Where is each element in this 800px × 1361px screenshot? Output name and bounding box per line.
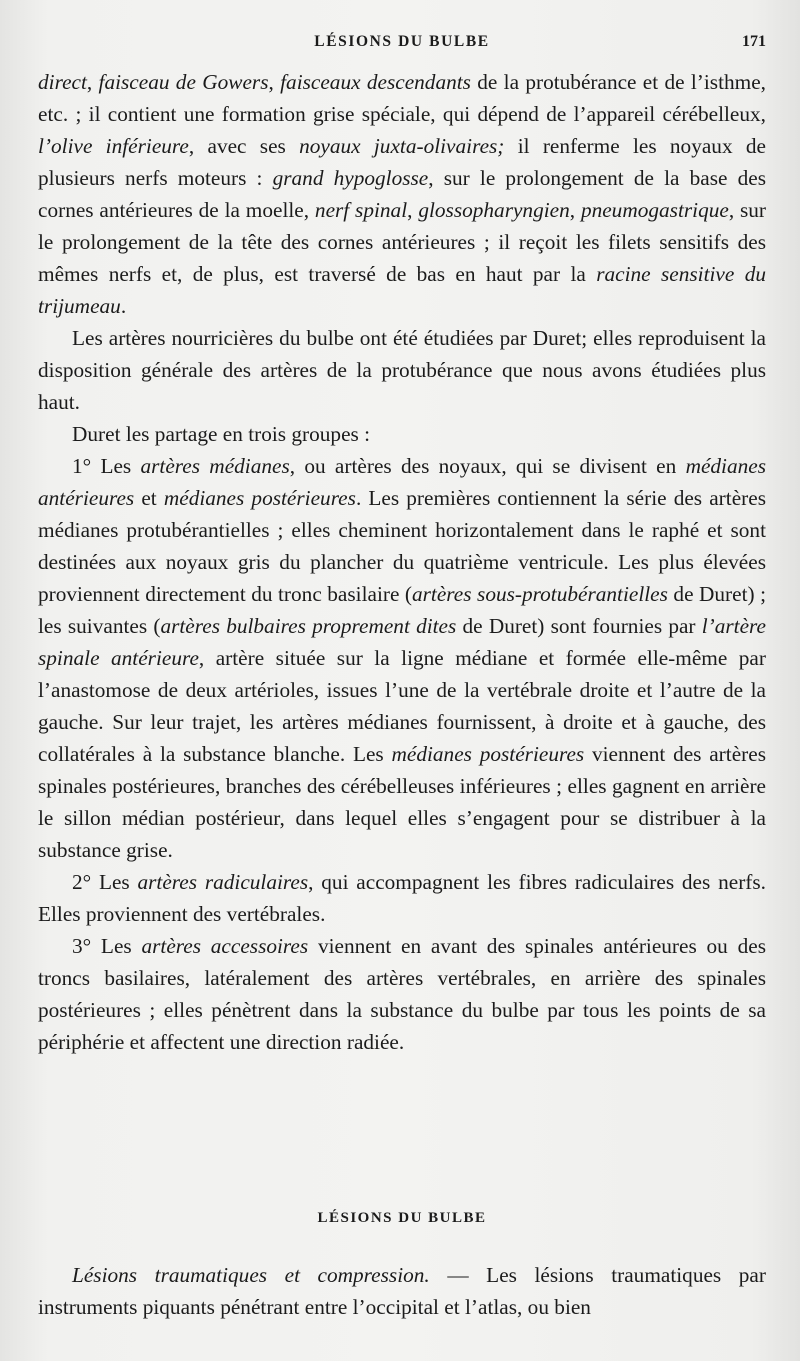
paragraph (38, 450, 766, 866)
text-run: , (86, 70, 99, 94)
italic-text: racine sensitive du trijumeau (38, 262, 766, 318)
italic-text: l’artère spinale antérieure (38, 614, 766, 670)
italic-text: artères accessoires (141, 934, 309, 958)
text-run: , artère située sur la ligne médiane et formée elle-même par l’anastomose de deux artérioles, issues l’une de la vertébrale droite et l’autre de la gauche. Sur leur trajet, les artères médianes fournissent, à droite et à gauche, des collatérales à la substance blanche. Les (38, 646, 766, 766)
italic-text: faisceau de Gowers (98, 70, 269, 94)
text-run: , qui accompagnent les fibres radiculaires des nerfs. Elles proviennent des vertébrales. (38, 870, 766, 926)
text-run: , (268, 70, 281, 94)
text-run: Les artères nourricières du bulbe ont été étudiées par Duret; elles reproduisent la disposition générale des artères de la protubérance que nous avons étudiées plus haut. (38, 326, 766, 414)
italic-text: glossopharyngien (418, 198, 570, 222)
running-title: LÉSIONS DU BULBE (314, 33, 490, 50)
italic-text: grand hypoglosse (272, 166, 429, 190)
text-run: Duret les partage en trois groupes : (72, 422, 371, 446)
text-run: il renferme les noyaux de plusieurs nerfs moteurs : (38, 134, 766, 190)
italic-text: médianes postérieures (163, 486, 356, 510)
italic-text: artères médianes (140, 454, 290, 478)
text-run: . Les premières contiennent la série des artères médianes protubérantielles ; elles cheminent horizontalement dans le raphé et sont destinées aux noyaux gris du plancher du quatrième ventricule. Les plus élevées proviennent directement du tronc basilaire ( (38, 486, 766, 606)
italic-text: artères sous-protubérantielles (412, 582, 668, 606)
italic-text: médianes antérieures (38, 454, 766, 510)
text-run: viennent des artères spinales postérieures, branches des cérébelleuses inférieures ; elles gagnent en arrière le sillon médian postérieur, dans lequel elles s’engagent pour se distribuer à la substance grise. (38, 742, 766, 862)
final-text (38, 1259, 766, 1323)
text-run: , (407, 198, 419, 222)
section-heading: LÉSIONS DU BULBE (317, 1210, 487, 1226)
italic-text: Lésions traumatiques et compression. (72, 1263, 430, 1287)
text-run: , sur le prolongement de la base des cornes antérieures de la moelle, (38, 166, 766, 222)
italic-text: médianes postérieures (391, 742, 585, 766)
italic-text: nerf spinal (314, 198, 408, 222)
paragraph (38, 322, 766, 418)
text-run: de Duret) sont fournies par (456, 614, 702, 638)
running-head (38, 28, 766, 58)
text-run: — Les lésions traumatiques par instruments piquants pénétrant entre l’occipital et l’atlas, ou bien (38, 1263, 766, 1319)
text-run: , avec ses (188, 134, 300, 158)
text-run: 3° Les (72, 934, 142, 958)
paragraph (38, 930, 766, 1058)
italic-text: artères radiculaires (137, 870, 309, 894)
italic-text: artères bulbaires proprement dites (160, 614, 457, 638)
text-run: 2° Les (72, 870, 138, 894)
text-run: , (569, 198, 581, 222)
body-text (38, 66, 766, 1058)
text-run: et (134, 486, 164, 510)
paragraph (38, 66, 766, 322)
italic-text: l’olive inférieure (38, 134, 189, 158)
paragraph (38, 1259, 766, 1323)
text-run: viennent en avant des spinales antérieures ou des troncs basilaires, latéralement des artères vertébrales, en arrière des spinales postérieures ; elles pénètrent dans la substance du bulbe par tous les points de sa périphérie et affectent une direction radiée. (38, 934, 766, 1054)
text-run: 1° Les (72, 454, 141, 478)
paragraph (38, 418, 766, 450)
text-run: , ou artères des noyaux, qui se divisent en (289, 454, 686, 478)
italic-text: faisceaux descendants (280, 70, 471, 94)
text-run: , sur le prolongement de la tête des cornes antérieures ; il reçoit les filets sensitifs des mêmes nerfs et, de plus, est traversé de bas en haut par la (38, 198, 767, 286)
paragraph (38, 866, 766, 930)
italic-text: direct (38, 70, 87, 94)
italic-text: pneumogastrique (580, 198, 729, 222)
italic-text: noyaux juxta-olivaires; (299, 134, 505, 158)
text-run: de Duret) ; les suivantes ( (38, 582, 766, 638)
text-run: . (120, 294, 127, 318)
page-number: 171 (742, 33, 766, 50)
text-run: de la protubérance et de l’isthme, etc. ; il contient une formation grise spéciale, qui dépend de l’appareil cérébelleux, (38, 70, 767, 126)
